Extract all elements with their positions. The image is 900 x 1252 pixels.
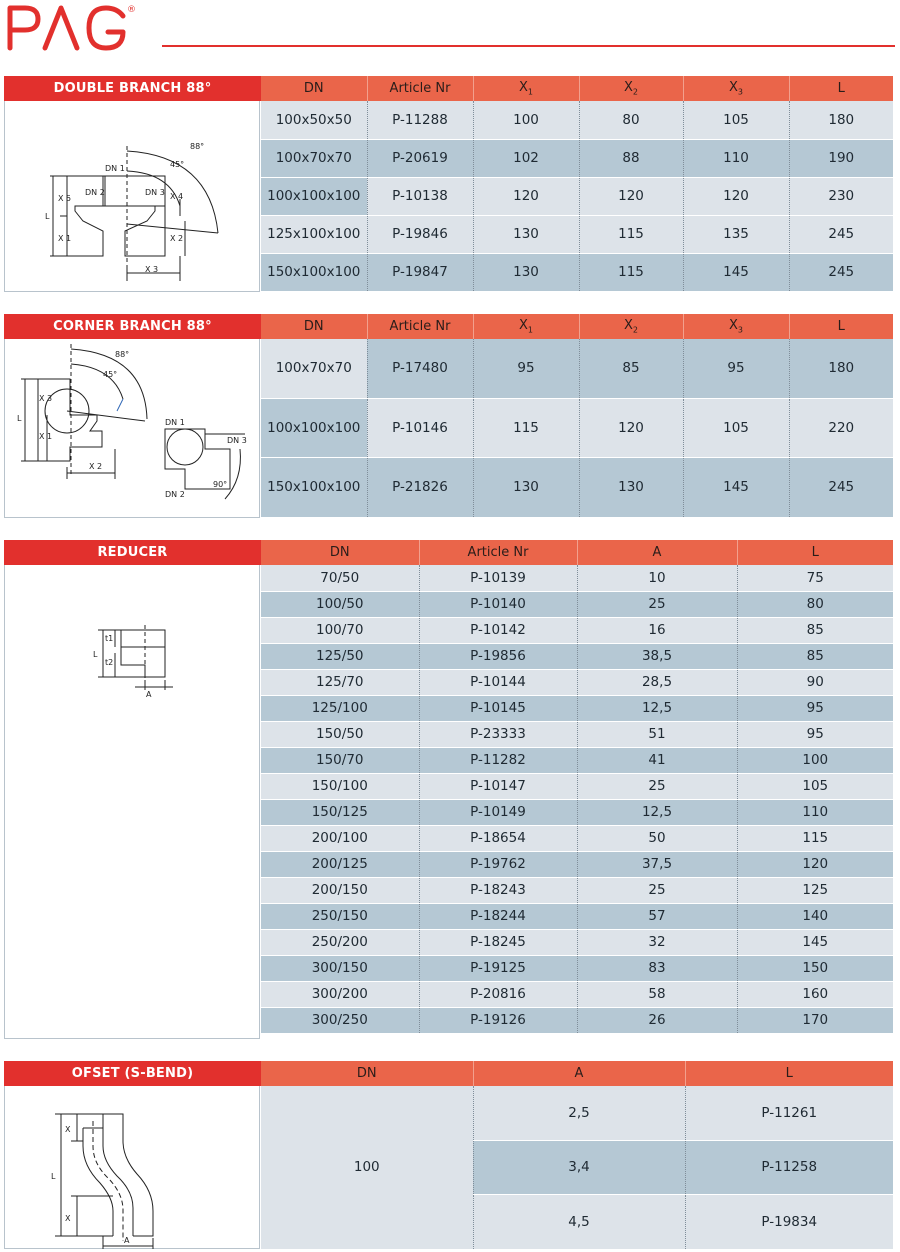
cell-dn: 150x100x100: [261, 253, 367, 291]
cell-dn: 100x100x100: [261, 177, 367, 215]
cell-l: P-19834: [685, 1194, 893, 1249]
reducer-drawing: [5, 565, 261, 1039]
cell-article: P-23333: [419, 721, 577, 747]
cell-article: P-18654: [419, 825, 577, 851]
cell-a: 83: [577, 955, 737, 981]
cell-l: 230: [789, 177, 893, 215]
cell-a: 32: [577, 929, 737, 955]
diagram-label-x-top: X: [65, 1125, 71, 1134]
table-row: [261, 747, 893, 773]
corner-branch-section: [4, 314, 893, 518]
pag-logo: [5, 2, 140, 52]
cell-l: 140: [737, 903, 893, 929]
cell-a: 12,5: [577, 799, 737, 825]
cell-a: 4,5: [473, 1194, 685, 1249]
diagram-label-x2: X 2: [170, 234, 184, 243]
cell-article: P-11288: [367, 101, 473, 139]
cell-article: P-18245: [419, 929, 577, 955]
page-header: [0, 0, 900, 60]
diagram-label-a: A: [124, 1236, 130, 1245]
cell-l: P-11261: [685, 1086, 893, 1140]
cell-l: 95: [737, 695, 893, 721]
cell-dn: 200/125: [261, 851, 419, 877]
table-row: [261, 695, 893, 721]
diagram-label-dn3: DN 3: [145, 188, 165, 197]
diagram-label-dn1: DN 1: [105, 164, 125, 173]
corner-branch-drawing: [5, 339, 261, 518]
cell-l: 120: [737, 851, 893, 877]
table-header-row: [261, 540, 893, 565]
col-l: L: [789, 314, 893, 339]
cell-l: 90: [737, 669, 893, 695]
table-row: [261, 669, 893, 695]
double-branch-title: DOUBLE BRANCH 88°: [4, 76, 261, 101]
cell-dn: 150/100: [261, 773, 419, 799]
cell-l: 150: [737, 955, 893, 981]
reducer-section: [4, 540, 893, 1039]
cell-x2: 80: [579, 101, 683, 139]
cell-l: 180: [789, 101, 893, 139]
col-x3: $X_3$: [683, 76, 789, 101]
cell-x1: 130: [473, 457, 579, 517]
double-branch-drawing: [5, 101, 261, 292]
cell-article: P-17480: [367, 339, 473, 398]
diagram-label-x3: X 3: [145, 265, 159, 274]
table-row: [261, 101, 893, 139]
cell-dn: 100: [261, 1086, 473, 1249]
cell-dn: 300/150: [261, 955, 419, 981]
diagram-label-x3: X 3: [39, 394, 53, 403]
cell-l: P-11258: [685, 1140, 893, 1194]
diagram-label-dn2: DN 2: [165, 490, 185, 499]
cell-dn: 100/50: [261, 591, 419, 617]
col-article: Article Nr: [367, 76, 473, 101]
cell-l: 145: [737, 929, 893, 955]
cell-x1: 100: [473, 101, 579, 139]
ofset-title: OFSET (S-BEND): [4, 1061, 261, 1086]
cell-a: 38,5: [577, 643, 737, 669]
cell-x1: 130: [473, 253, 579, 291]
table-row: [261, 139, 893, 177]
cell-dn: 100x50x50: [261, 101, 367, 139]
diagram-label-x1: X 1: [39, 432, 53, 441]
cell-l: 95: [737, 721, 893, 747]
cell-dn: 125x100x100: [261, 215, 367, 253]
cell-x2: 130: [579, 457, 683, 517]
cell-dn: 70/50: [261, 565, 419, 591]
table-row: [261, 1007, 893, 1033]
table-row: [261, 253, 893, 291]
cell-l: 160: [737, 981, 893, 1007]
table-row: [261, 617, 893, 643]
cell-x2: 85: [579, 339, 683, 398]
cell-l: 125: [737, 877, 893, 903]
cell-a: 12,5: [577, 695, 737, 721]
cell-article: P-10140: [419, 591, 577, 617]
col-l: L: [789, 76, 893, 101]
ofset-table: [261, 1061, 893, 1250]
cell-article: P-11282: [419, 747, 577, 773]
diagram-label-45: 45°: [103, 370, 118, 379]
diagram-label-dn2: DN 2: [85, 188, 105, 197]
diagram-label-x2: X 2: [89, 462, 103, 471]
cell-article: P-19126: [419, 1007, 577, 1033]
double-branch-diagram: [4, 101, 260, 292]
corner-branch-title: CORNER BRANCH 88°: [4, 314, 261, 339]
cell-x2: 120: [579, 398, 683, 457]
diagram-label-88: 88°: [190, 142, 205, 151]
diagram-label-t2: t2: [105, 658, 114, 667]
ofset-section: [4, 1061, 893, 1249]
cell-x3: 105: [683, 101, 789, 139]
diagram-label-l: L: [17, 414, 22, 423]
col-dn: DN: [261, 76, 367, 101]
cell-x3: 120: [683, 177, 789, 215]
cell-l: 170: [737, 1007, 893, 1033]
ofset-drawing: [5, 1086, 261, 1249]
table-row: [261, 457, 893, 517]
table-row: [261, 215, 893, 253]
cell-l: 245: [789, 215, 893, 253]
table-row: [261, 955, 893, 981]
col-article: Article Nr: [419, 540, 577, 565]
diagram-label-l: L: [93, 650, 98, 659]
cell-a: 25: [577, 773, 737, 799]
cell-a: 37,5: [577, 851, 737, 877]
diagram-label-t1: t1: [105, 634, 114, 643]
cell-x1: 120: [473, 177, 579, 215]
cell-a: 41: [577, 747, 737, 773]
cell-x3: 110: [683, 139, 789, 177]
cell-article: P-18243: [419, 877, 577, 903]
cell-article: P-19847: [367, 253, 473, 291]
cell-l: 80: [737, 591, 893, 617]
cell-dn: 150/50: [261, 721, 419, 747]
cell-dn: 125/100: [261, 695, 419, 721]
table-row: [261, 565, 893, 591]
cell-a: 2,5: [473, 1086, 685, 1140]
diagram-label-x4: X 4: [170, 192, 184, 201]
col-dn: DN: [261, 1061, 473, 1086]
cell-x1: 102: [473, 139, 579, 177]
cell-article: P-10149: [419, 799, 577, 825]
diagram-label-l: L: [45, 212, 50, 221]
cell-a: 16: [577, 617, 737, 643]
cell-l: 85: [737, 617, 893, 643]
diagram-label-dn3: DN 3: [227, 436, 247, 445]
table-header-row: [261, 76, 893, 101]
cell-l: 110: [737, 799, 893, 825]
cell-a: 58: [577, 981, 737, 1007]
col-l: L: [685, 1061, 893, 1086]
cell-dn: 150x100x100: [261, 457, 367, 517]
cell-article: P-10138: [367, 177, 473, 215]
col-l: L: [737, 540, 893, 565]
cell-article: P-19762: [419, 851, 577, 877]
cell-article: P-10145: [419, 695, 577, 721]
table-row: [261, 799, 893, 825]
cell-article: P-10146: [367, 398, 473, 457]
cell-article: P-10147: [419, 773, 577, 799]
col-article: Article Nr: [367, 314, 473, 339]
header-rule: [162, 45, 895, 47]
cell-article: P-19125: [419, 955, 577, 981]
cell-dn: 100/70: [261, 617, 419, 643]
reducer-diagram: [4, 565, 260, 1039]
cell-l: 180: [789, 339, 893, 398]
diagram-label-dn1: DN 1: [165, 418, 185, 427]
cell-a: 10: [577, 565, 737, 591]
cell-dn: 100x70x70: [261, 339, 367, 398]
cell-l: 105: [737, 773, 893, 799]
cell-x3: 95: [683, 339, 789, 398]
cell-a: 28,5: [577, 669, 737, 695]
cell-dn: 250/200: [261, 929, 419, 955]
reducer-title: REDUCER: [4, 540, 261, 565]
cell-dn: 100x100x100: [261, 398, 367, 457]
cell-x2: 115: [579, 253, 683, 291]
cell-x3: 145: [683, 253, 789, 291]
table-row: [261, 177, 893, 215]
cell-dn: 300/250: [261, 1007, 419, 1033]
diagram-label-45: 45°: [170, 160, 185, 169]
double-branch-section: [4, 76, 893, 292]
cell-a: 51: [577, 721, 737, 747]
diagram-label-l: L: [51, 1172, 56, 1181]
table-row: [261, 643, 893, 669]
table-row: [261, 591, 893, 617]
cell-a: 50: [577, 825, 737, 851]
table-row: [261, 877, 893, 903]
col-dn: DN: [261, 314, 367, 339]
table-row: [261, 929, 893, 955]
cell-x2: 88: [579, 139, 683, 177]
table-row: [261, 981, 893, 1007]
corner-branch-diagram: [4, 339, 260, 518]
cell-x3: 135: [683, 215, 789, 253]
cell-article: P-21826: [367, 457, 473, 517]
table-row: [261, 1086, 893, 1140]
diagram-label-88: 88°: [115, 350, 130, 359]
cell-a: 57: [577, 903, 737, 929]
cell-dn: 200/100: [261, 825, 419, 851]
cell-x2: 115: [579, 215, 683, 253]
table-row: [261, 825, 893, 851]
cell-article: P-10139: [419, 565, 577, 591]
cell-dn: 250/150: [261, 903, 419, 929]
cell-article: P-20816: [419, 981, 577, 1007]
col-a: A: [473, 1061, 685, 1086]
cell-x1: 115: [473, 398, 579, 457]
cell-l: 245: [789, 253, 893, 291]
col-x3: $X_3$: [683, 314, 789, 339]
col-x1: $X_1$: [473, 76, 579, 101]
cell-a: 26: [577, 1007, 737, 1033]
cell-x2: 120: [579, 177, 683, 215]
col-dn: DN: [261, 540, 419, 565]
diagram-label-x1: X 1: [58, 234, 72, 243]
table-row: [261, 903, 893, 929]
cell-dn: 300/200: [261, 981, 419, 1007]
cell-a: 3,4: [473, 1140, 685, 1194]
corner-branch-table: [261, 314, 893, 518]
cell-l: 85: [737, 643, 893, 669]
cell-x1: 130: [473, 215, 579, 253]
table-header-row: [261, 1061, 893, 1086]
table-row: [261, 339, 893, 398]
cell-article: P-10142: [419, 617, 577, 643]
double-branch-table: [261, 76, 893, 292]
cell-article: P-10144: [419, 669, 577, 695]
cell-article: P-19846: [367, 215, 473, 253]
cell-dn: 200/150: [261, 877, 419, 903]
cell-x3: 145: [683, 457, 789, 517]
cell-dn: 150/125: [261, 799, 419, 825]
table-row: [261, 398, 893, 457]
cell-l: 190: [789, 139, 893, 177]
cell-l: 75: [737, 565, 893, 591]
col-x1: $X_1$: [473, 314, 579, 339]
col-a: A: [577, 540, 737, 565]
table-row: [261, 721, 893, 747]
cell-a: 25: [577, 877, 737, 903]
diagram-label-x-bottom: X: [65, 1214, 71, 1223]
cell-article: P-20619: [367, 139, 473, 177]
table-row: [261, 773, 893, 799]
cell-l: 115: [737, 825, 893, 851]
cell-dn: 125/50: [261, 643, 419, 669]
cell-article: P-18244: [419, 903, 577, 929]
table-row: [261, 851, 893, 877]
cell-a: 25: [577, 591, 737, 617]
cell-dn: 150/70: [261, 747, 419, 773]
cell-x1: 95: [473, 339, 579, 398]
diagram-label-90: 90°: [213, 480, 228, 489]
cell-l: 220: [789, 398, 893, 457]
cell-x3: 105: [683, 398, 789, 457]
reducer-table: [261, 540, 893, 1034]
cell-l: 100: [737, 747, 893, 773]
registered-mark: ®: [127, 5, 136, 15]
col-x2: $X_2$: [579, 76, 683, 101]
table-header-row: [261, 314, 893, 339]
cell-dn: 125/70: [261, 669, 419, 695]
cell-dn: 100x70x70: [261, 139, 367, 177]
ofset-diagram: [4, 1086, 260, 1249]
diagram-label-x5: X 5: [58, 194, 72, 203]
col-x2: $X_2$: [579, 314, 683, 339]
cell-article: P-19856: [419, 643, 577, 669]
diagram-label-a: A: [146, 690, 152, 699]
cell-l: 245: [789, 457, 893, 517]
